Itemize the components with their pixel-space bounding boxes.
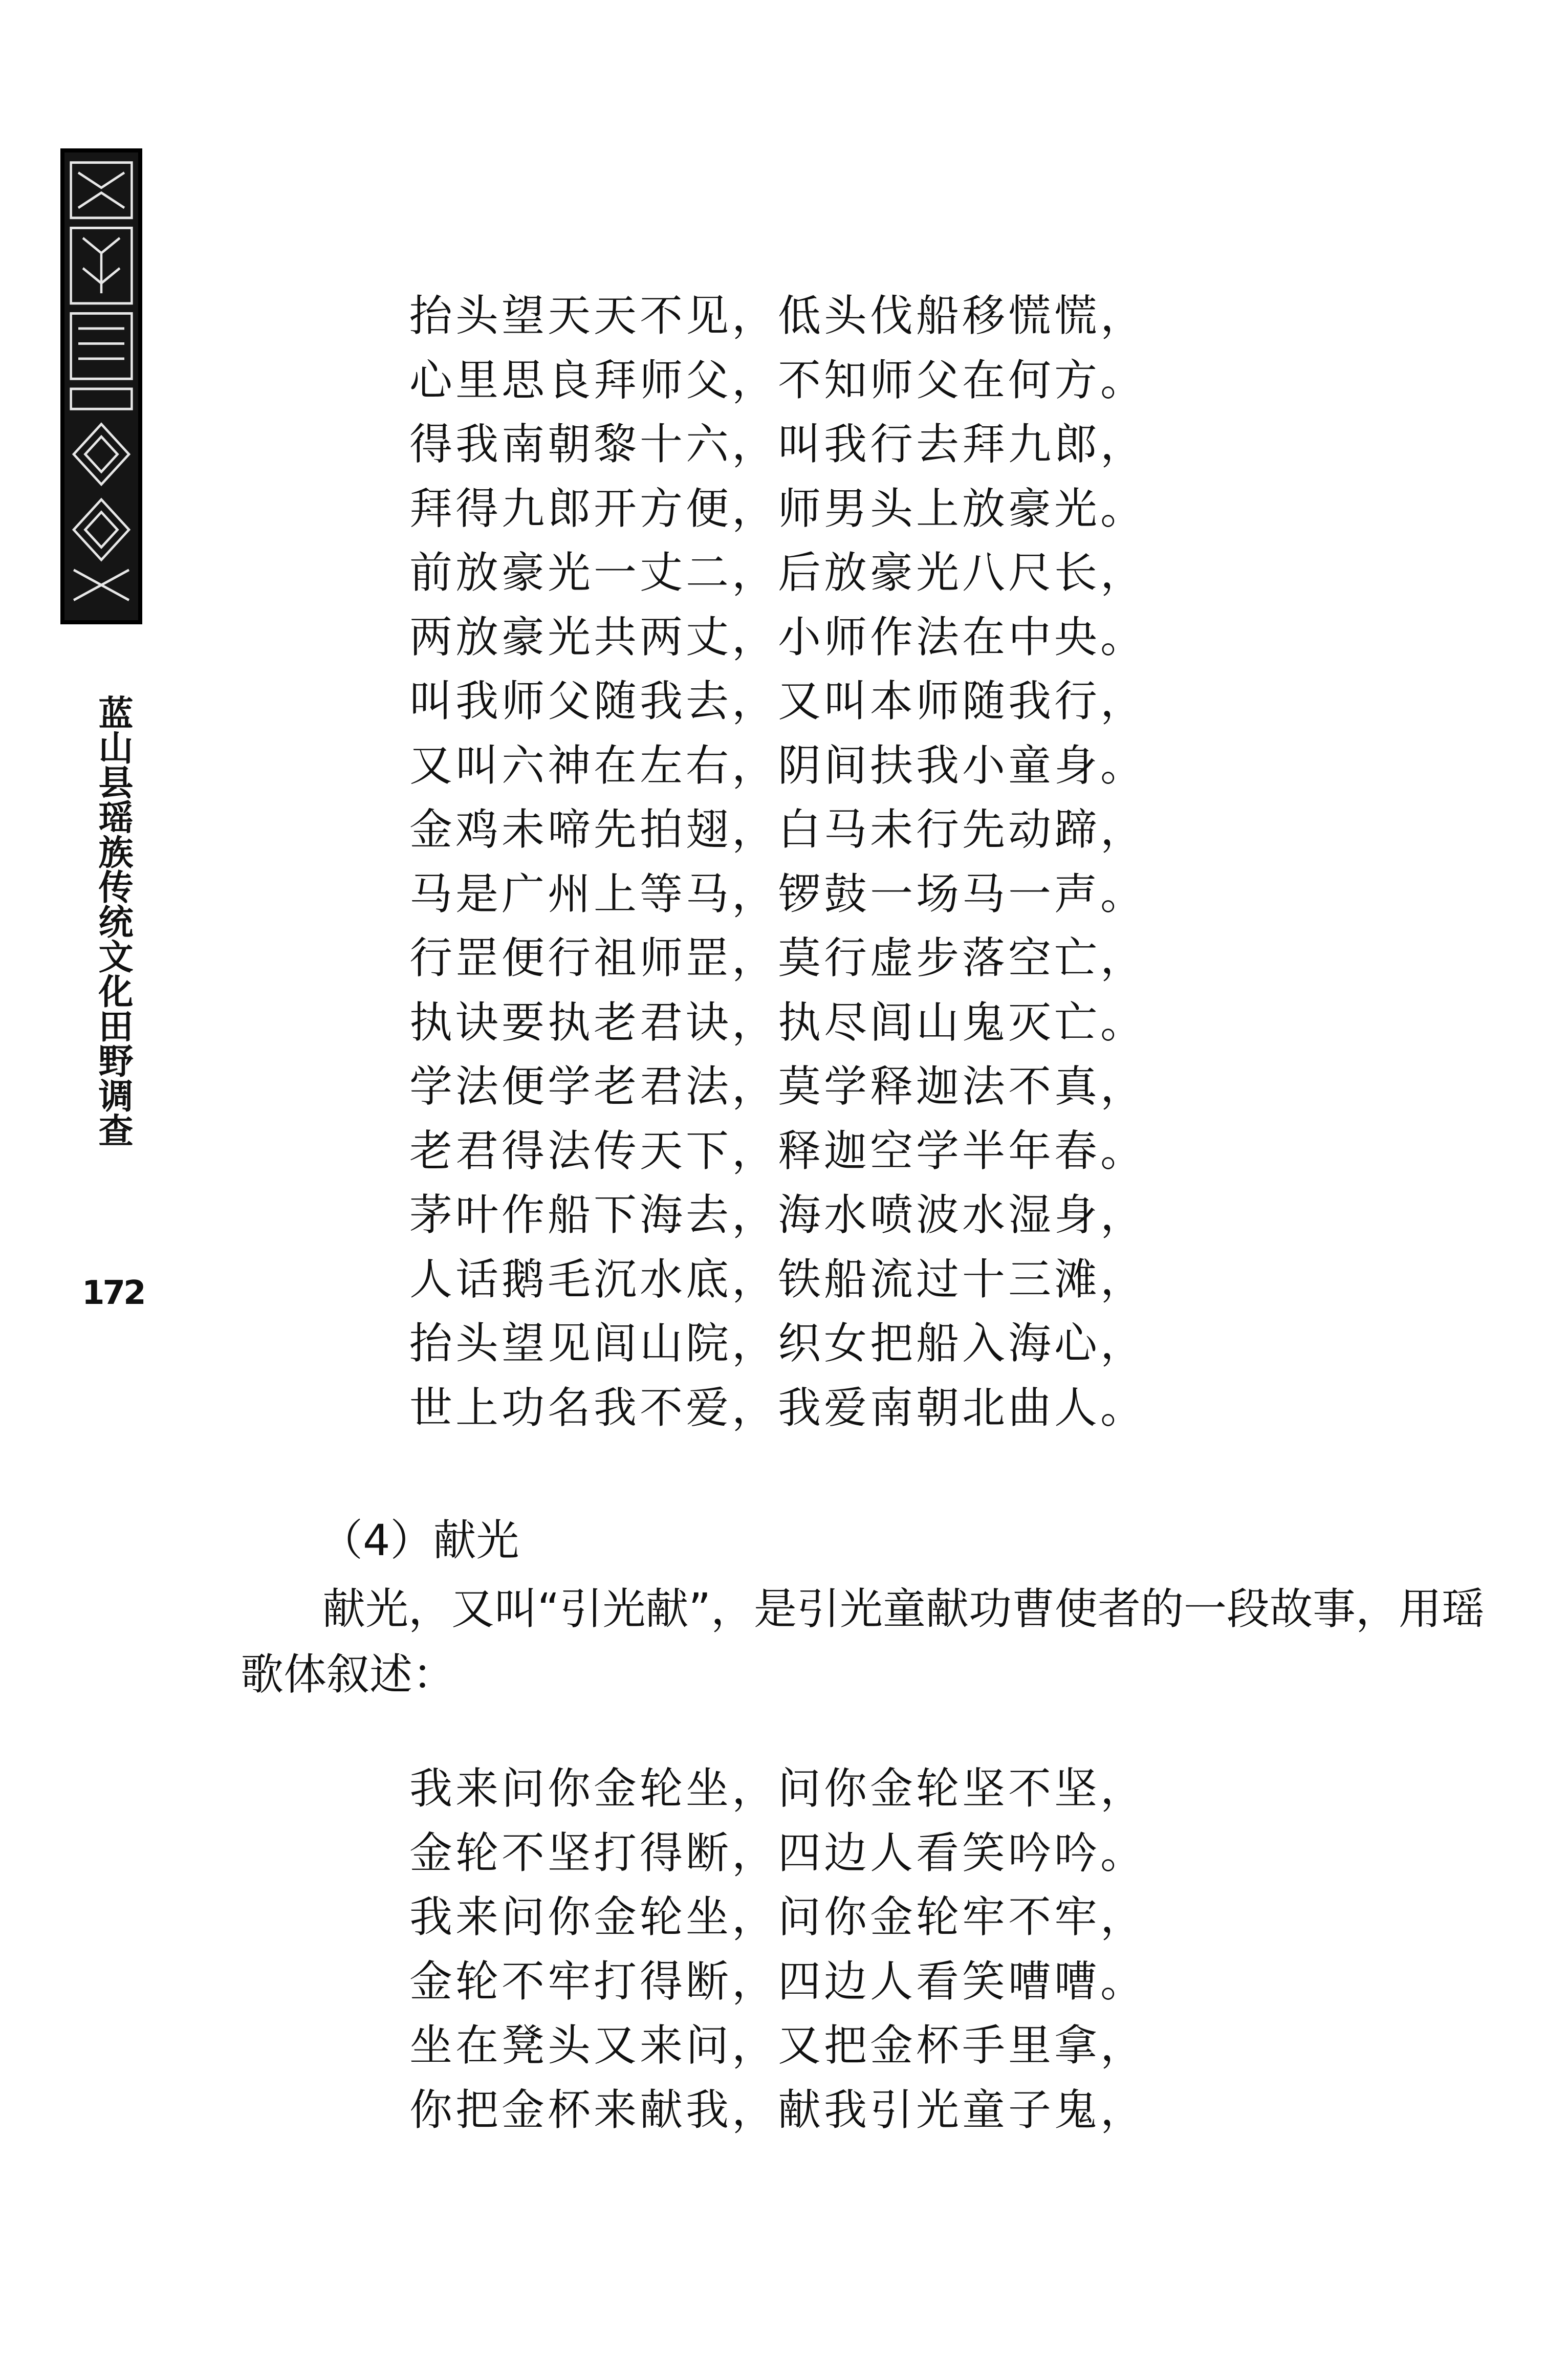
section-heading: （4）献光 — [320, 1515, 519, 1565]
verse-line: 叫我师父随我去，又叫本师随我行， — [409, 676, 1147, 726]
verse-line: 抬头望见闾山院，织女把船入海心， — [409, 1318, 1147, 1368]
verse-line: 心里思良拜师父，不知师父在何方。 — [409, 355, 1147, 405]
verse-line: 你把金杯来献我，献我引光童子鬼， — [409, 2084, 1147, 2135]
verse-line: 老君得法传天下，释迦空学半年春。 — [409, 1125, 1147, 1176]
verse-line: 茅叶作船下海去，海水喷波水湿身， — [409, 1190, 1147, 1240]
verse-line: 马是广州上等马，锣鼓一场马一声。 — [409, 868, 1147, 919]
verse-line: 我来问你金轮坐，问你金轮坚不坚， — [409, 1763, 1147, 1814]
verse-line: 世上功名我不爱，我爱南朝北曲人。 — [409, 1382, 1147, 1433]
verse-line: 人话鹅毛沉水底，铁船流过十三滩， — [409, 1254, 1147, 1304]
verse-line: 金轮不牢打得断，四边人看笑嘈嘈。 — [409, 1956, 1147, 2007]
decorative-pattern-icon — [64, 152, 138, 620]
sidebar-emblem — [60, 148, 142, 624]
page-number: 172 — [82, 1274, 144, 1312]
verse-line: 学法便学老君法，莫学释迦法不真， — [409, 1061, 1147, 1111]
book-title: 蓝山县瑶族传统文化田野调查 — [93, 695, 133, 1147]
verse-line: 前放豪光一丈二，后放豪光八尺长， — [409, 548, 1147, 598]
verse-line: 坐在凳头又来问，又把金杯手里拿， — [409, 2020, 1147, 2070]
verse-block-1 — [409, 284, 1331, 1440]
verse-line: 又叫六神在左右，阴间扶我小童身。 — [409, 740, 1147, 791]
verse-line: 我来问你金轮坐，问你金轮牢不牢， — [409, 1892, 1147, 1942]
verse-block-2 — [409, 1757, 1331, 2142]
verse-line: 执诀要执老君诀，执尽闾山鬼灭亡。 — [409, 997, 1147, 1048]
verse-line: 金鸡未啼先拍翅，白马未行先动蹄， — [409, 804, 1147, 855]
verse-line: 金轮不坚打得断，四边人看笑吟吟。 — [409, 1827, 1147, 1878]
verse-line: 抬头望天天不见，低头伐船移慌慌， — [409, 291, 1147, 341]
verse-line: 两放豪光共两丈，小师作法在中央。 — [409, 612, 1147, 662]
verse-line: 得我南朝黎十六，叫我行去拜九郎， — [409, 419, 1147, 469]
verse-line: 拜得九郎开方便，师男头上放豪光。 — [409, 483, 1147, 534]
section-paragraph: 献光，又叫“引光献”，是引光童献功曹使者的一段故事，用瑶歌体叙述： — [241, 1584, 1485, 1699]
verse-line: 行罡便行祖师罡，莫行虚步落空亡， — [409, 933, 1147, 983]
